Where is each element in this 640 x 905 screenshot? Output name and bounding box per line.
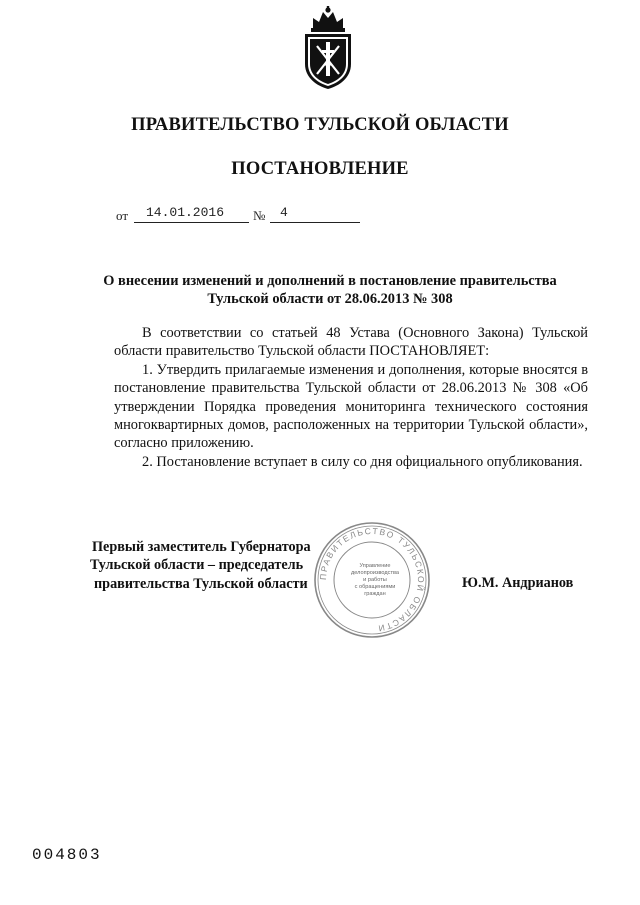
stamp-line: делопроизводства bbox=[350, 570, 400, 576]
number-label: № bbox=[253, 208, 266, 223]
body-paragraph: 1. Утвердить прилагаемые изменения и дополнения, которые вносятся в постановление правительства Тульской области от 28.06.2013 № 308 «Об утверждении Порядка проведения мониторинга технического состояния многоквартирных домов, расположенных на территории Тульской области», согласно приложению. bbox=[114, 361, 588, 452]
signer-name: Ю.М. Андрианов bbox=[462, 575, 574, 591]
number-underline bbox=[270, 222, 360, 223]
date-number-line bbox=[116, 205, 376, 227]
signer-position-line: Первый заместитель Губернатора bbox=[92, 539, 311, 555]
signer-position-line: правительства Тульской области bbox=[94, 575, 308, 592]
subject-line: О внесении изменений и дополнений в постановление правительства bbox=[103, 273, 557, 289]
body-paragraph: В соответствии со статьей 48 Устава (Основного Закона) Тульской области правительство Тульской области ПОСТАНОВЛЯЕТ: bbox=[114, 325, 588, 360]
date-label: от bbox=[116, 208, 129, 223]
authority-title: ПРАВИТЕЛЬСТВО ТУЛЬСКОЙ ОБЛАСТИ bbox=[131, 115, 509, 135]
serial-number: 004803 bbox=[32, 846, 102, 864]
document-type-title: ПОСТАНОВЛЕНИЕ bbox=[231, 159, 409, 179]
stamp-line: Управление bbox=[359, 563, 391, 569]
stamp-line: и работы bbox=[363, 577, 387, 583]
signer-position-line: Тульской области – председатель bbox=[90, 557, 304, 574]
coat-of-arms-icon bbox=[299, 6, 357, 90]
stamp-line: граждан bbox=[364, 591, 386, 597]
document-body bbox=[114, 324, 588, 471]
document-subject bbox=[80, 272, 580, 308]
body-paragraph: 2. Постановление вступает в силу со дня официального опубликования. bbox=[142, 453, 583, 470]
stamp-ring-text: ПРАВИТЕЛЬСТВО ТУЛЬСКОЙ ОБЛАСТИ bbox=[317, 525, 427, 634]
stamp-line: с обращениями bbox=[354, 584, 396, 590]
document-number: 4 bbox=[280, 205, 288, 220]
subject-line: Тульской области от 28.06.2013 № 308 bbox=[207, 291, 453, 307]
date-underline bbox=[134, 222, 249, 223]
stamp-inner-text bbox=[342, 563, 408, 598]
document-date: 14.01.2016 bbox=[146, 205, 225, 220]
